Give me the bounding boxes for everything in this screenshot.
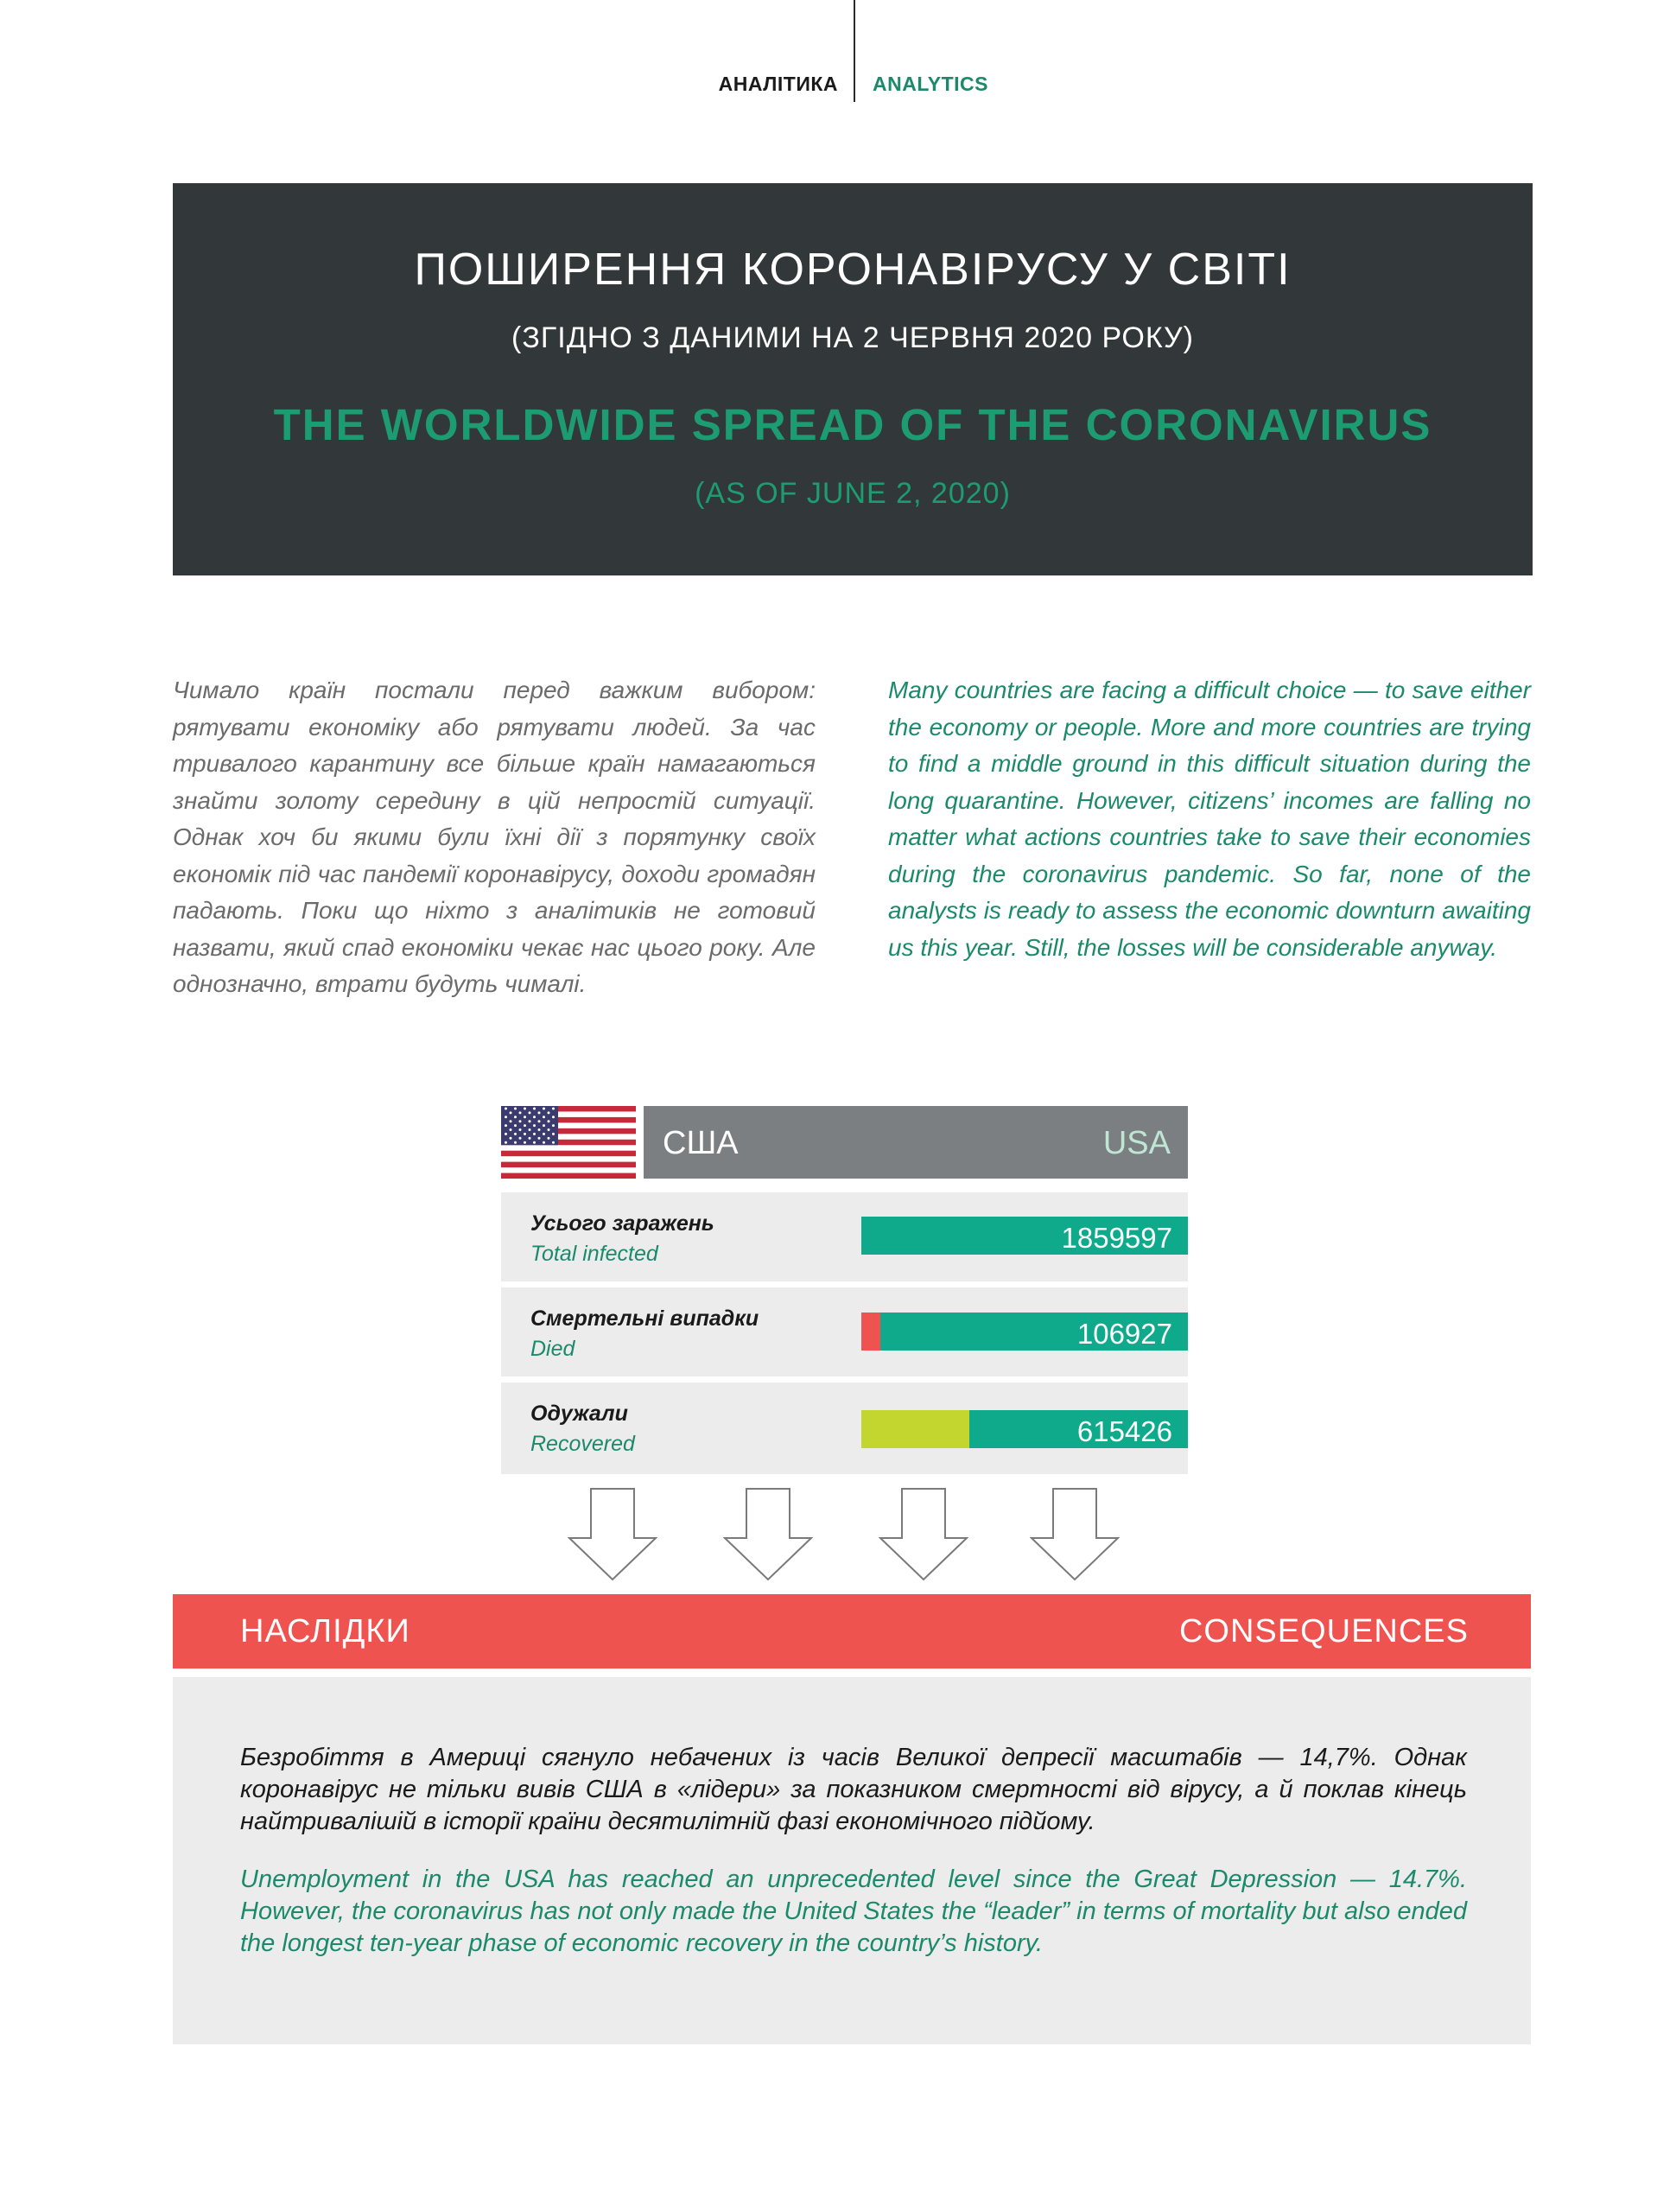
flag-star bbox=[543, 1108, 545, 1110]
stat-bar bbox=[861, 1313, 1188, 1351]
flag-star bbox=[548, 1120, 550, 1122]
flag-star bbox=[514, 1108, 517, 1110]
arrow-down-icon bbox=[723, 1488, 813, 1581]
stat-label-uk: Одужали bbox=[530, 1402, 628, 1426]
arrow-down-icon bbox=[879, 1488, 968, 1581]
flag-star bbox=[533, 1141, 536, 1144]
flag-star bbox=[552, 1124, 555, 1127]
flag-star bbox=[538, 1137, 541, 1140]
stat-label-uk: Усього заражень bbox=[530, 1211, 714, 1236]
title-banner bbox=[173, 183, 1533, 575]
flag-star bbox=[505, 1133, 507, 1135]
flag-star bbox=[529, 1128, 531, 1131]
flag-star bbox=[524, 1141, 526, 1144]
flag-star bbox=[505, 1116, 507, 1118]
consequences-header bbox=[173, 1594, 1531, 1669]
flag-star bbox=[543, 1141, 545, 1144]
intro-text-en: Many countries are facing a difficult choice — to save either the economy or people. More and more countries are trying to find a middle ground in this difficult situation during the long quarantine. However, citizens’ incomes are falling no matter what actions countries take to save their economies during the coronavirus pandemic. So far, none of the analysts is ready to assess the economic downturn awaiting us this year. Still, the losses will be considerable anyway. bbox=[888, 677, 1531, 961]
stat-value: 615426 bbox=[1076, 1415, 1172, 1447]
consequences-panel bbox=[173, 1677, 1531, 2044]
consequences-text-en: Unemployment in the USA has reached an unprecedented level since the Great Depression — 14.7%. However, the coronavirus has not only made the United States the “leader” in terms of mortality but also ended the longest ten-year phase of economic recovery in the country’s history. bbox=[240, 1866, 1467, 1957]
flag-star bbox=[519, 1128, 522, 1131]
flag-star bbox=[538, 1111, 541, 1114]
flag-star bbox=[548, 1128, 550, 1131]
flag-star bbox=[543, 1133, 545, 1135]
country-name-en: USA bbox=[1102, 1125, 1171, 1161]
intro-text-uk: Чимало країн постали перед важким вибором: рятувати економіку або рятувати людей. За час тривалого карантину все більше країн намагаються знайти золоту середину в цій непростій ситуації. Однак хоч би якими були їхні дії з порятунку своїх економік під час пандемії коронавірусу, доходи громадян падають. Поки що ніхто з аналітиків не готовий назвати, який спад економіки чекає нас цього року. Але однозначно, втрати будуть чималі. bbox=[173, 677, 816, 997]
flag-star bbox=[552, 1133, 555, 1135]
flag-star bbox=[519, 1111, 522, 1114]
flag-star bbox=[524, 1133, 526, 1135]
flag-star bbox=[538, 1120, 541, 1122]
flag-star bbox=[548, 1111, 550, 1114]
flag-star bbox=[552, 1141, 555, 1144]
flag-star bbox=[514, 1141, 517, 1144]
arrow-down-icon bbox=[568, 1488, 657, 1581]
stat-row-died bbox=[501, 1287, 1188, 1376]
stat-row-recovered bbox=[501, 1382, 1188, 1474]
flag-star bbox=[533, 1133, 536, 1135]
flag-star bbox=[529, 1120, 531, 1122]
flag-star bbox=[524, 1116, 526, 1118]
consequences-heading-en: CONSEQUENCES bbox=[1178, 1613, 1469, 1649]
flag-star bbox=[533, 1108, 536, 1110]
flag-star bbox=[510, 1137, 512, 1140]
stat-bar bbox=[861, 1217, 1188, 1255]
arrow-down-icon bbox=[1030, 1488, 1120, 1581]
country-name-uk: США bbox=[663, 1125, 739, 1161]
stat-value: 1859597 bbox=[1061, 1222, 1172, 1254]
stat-bar bbox=[861, 1410, 1188, 1448]
flag-star bbox=[510, 1111, 512, 1114]
flag-star bbox=[538, 1128, 541, 1131]
flag-star bbox=[529, 1111, 531, 1114]
country-header bbox=[644, 1106, 1188, 1179]
flag-star bbox=[524, 1108, 526, 1110]
flag-star bbox=[505, 1108, 507, 1110]
flag-star bbox=[514, 1124, 517, 1127]
flag-star bbox=[524, 1124, 526, 1127]
flag-star bbox=[510, 1128, 512, 1131]
section-label-en: ANALYTICS bbox=[873, 73, 988, 95]
flag-star bbox=[533, 1124, 536, 1127]
stat-label-en: Total infected bbox=[530, 1242, 658, 1266]
stat-value: 106927 bbox=[1076, 1318, 1172, 1350]
flag-star bbox=[543, 1116, 545, 1118]
stat-bar-segment bbox=[861, 1410, 969, 1448]
flag-star bbox=[552, 1108, 555, 1110]
flag-star bbox=[533, 1116, 536, 1118]
flag-star bbox=[514, 1133, 517, 1135]
stat-label-uk: Смертельні випадки bbox=[530, 1306, 759, 1331]
flag-star bbox=[505, 1124, 507, 1127]
flag-star bbox=[548, 1137, 550, 1140]
title-uk: ПОШИРЕННЯ КОРОНАВІРУСУ У СВІТІ bbox=[414, 245, 1292, 295]
title-en: THE WORLDWIDE SPREAD OF THE CORONAVIRUS bbox=[273, 400, 1432, 449]
flag-star bbox=[505, 1141, 507, 1144]
flag-star bbox=[552, 1116, 555, 1118]
flag-star bbox=[519, 1137, 522, 1140]
consequences-text-uk: Безробіття в Америці сягнуло небачених із часів Великої депресії масштабів — 14,7%. Однак коронавірус не тільки вивів США в «лідери» за показником смертності від вірусу, а й поклав кінець найтривалішій в історії країни десятилітній фазі економічного підйому. bbox=[240, 1744, 1467, 1835]
flag-star bbox=[519, 1120, 522, 1122]
flag-star bbox=[510, 1120, 512, 1122]
header-divider bbox=[854, 0, 855, 102]
flag-star bbox=[514, 1116, 517, 1118]
flag-star bbox=[543, 1124, 545, 1127]
us-flag-icon bbox=[501, 1106, 636, 1179]
flag-star bbox=[529, 1137, 531, 1140]
consequences-heading-uk: НАСЛІДКИ bbox=[240, 1613, 410, 1649]
section-label-uk: АНАЛІТИКА bbox=[718, 73, 838, 95]
stat-label-en: Died bbox=[530, 1337, 575, 1361]
stat-label-en: Recovered bbox=[530, 1432, 635, 1456]
stat-row-infected bbox=[501, 1192, 1188, 1281]
subtitle-uk: (ЗГІДНО З ДАНИМИ НА 2 ЧЕРВНЯ 2020 РОКУ) bbox=[511, 321, 1194, 354]
subtitle-en: (AS OF JUNE 2, 2020) bbox=[695, 477, 1011, 510]
stat-bar-segment bbox=[861, 1313, 880, 1351]
